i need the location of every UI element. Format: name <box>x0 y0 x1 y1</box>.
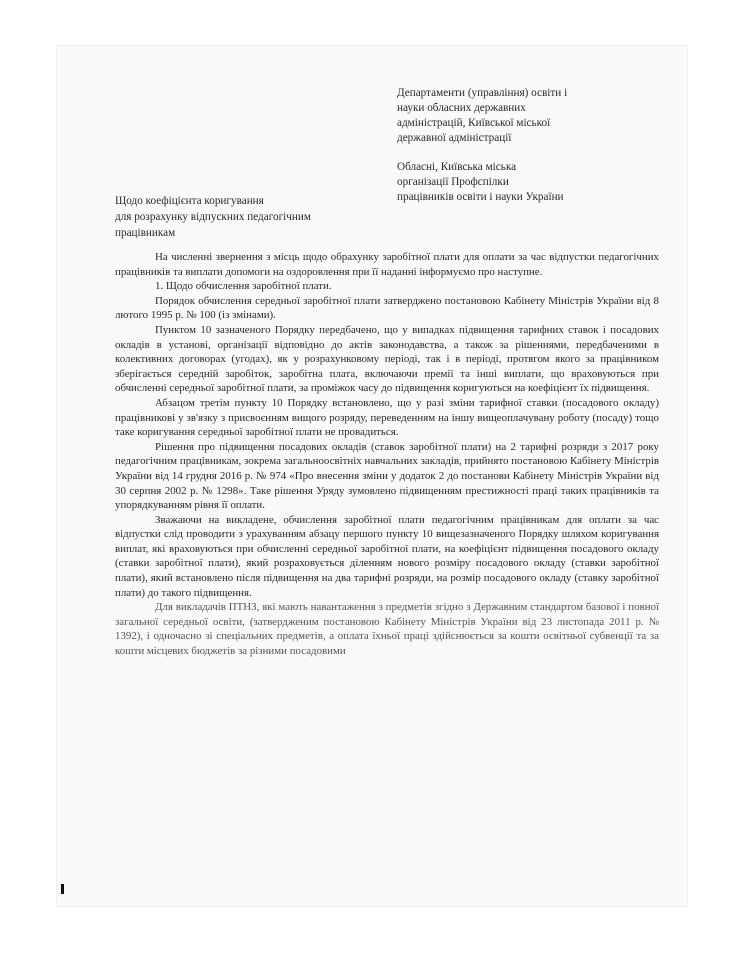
addressee-line: організації Профспілки <box>397 176 509 188</box>
section-heading: 1. Щодо обчислення заробітної плати. <box>155 280 332 293</box>
paragraph: Рішення про підвищення посадових окладів (ставок заробітної плати) на 2 тарифні розряди з 2017 року педагогічним працівникам, зокрема загальноосвітніх навчальних закладів, прийнято постановою Кабінету Міністрів України від 14 грудня 2016 р. № 974 «Про внесення зміни у додаток 2 до постанови Кабінету Міністрів України від 30 серпня 2002 р. № 1298». Таке рішення Уряду зумовлено підвищенням престижності праці таких працівників та упорядкуванням рівня її оплати. <box>115 440 659 512</box>
paragraph: Пунктом 10 зазначеного Порядку передбачено, що у випадках підвищення тарифних ставок і посадових окладів в установі, організації відповідно до актів законодавства, а також за рішеннями, передбаченими в колективних договорах (угодах), як у розрахунковому періоді, так і в періоді, протягом якого за працівником зберігається середній заробіток, заробітна плата, включаючи премії та інші виплати, що враховуються при обчисленні середньої заробітної плати, за проміжок часу до підвищення коригуються на коефіцієнт їх підвищення. <box>115 323 659 395</box>
subject-line: Щодо коефіцієнта коригування <box>115 195 264 207</box>
paragraph-intro: На численні звернення з місць щодо обрахунку заробітної плати для оплати за час відпустки педагогічних працівників та виплати допомоги на оздоровлення при її наданні інформуємо про наступне. <box>115 251 659 278</box>
spacer <box>397 146 667 160</box>
paragraph: Абзацом третім пункту 10 Порядку встановлено, що у разі зміни тарифної ставки (посадового окладу) працівникові у зв'язку з присвоєнням вищого розряду, переведенням на іншу вищеоплачувану роботу (посаду) тощо таке коригування середньої заробітної плати не провадиться. <box>115 396 659 439</box>
paragraph: Порядок обчислення середньої заробітної плати затверджено постановою Кабінету Міністрів України від 8 лютого 1995 р. № 100 (із змінами). <box>115 294 659 322</box>
addressee-line: працівників освіти і науки України <box>397 191 564 203</box>
scanned-page <box>57 46 687 906</box>
subject-line: для розрахунку відпускних педагогічним <box>115 211 311 223</box>
subject-line: працівникам <box>115 227 176 239</box>
scan-artifact <box>61 884 64 894</box>
addressee-line: Обласні, Київська міська <box>397 161 517 173</box>
addressee-line: Департаменти (управління) освіти і <box>397 87 568 99</box>
addressee-line: державної адміністрації <box>397 132 512 144</box>
paragraph: Для викладачів ПТНЗ, які мають навантаження з предметів згідно з Державним стандартом базової і повної загальної середньої освіти, (затвердженим постановою Кабінету Міністрів України від 23 листопада 2011 р. № 1392), і одночасно зі спеціальних предметів, а оплата їхньої праці здійснюється за кошти освітньої субвенції та за кошти місцевих бюджетів за різними посадовими <box>115 601 659 658</box>
paragraph: Зважаючи на викладене, обчислення заробітної плати педагогічним працівникам для оплати за час відпустки слід проводити з урахуванням абзацу першого пункту 10 вищезазначеного Порядку шляхом коригування виплат, які враховуються при обчисленні середньої заробітної плати, на коефіцієнт підвищення посадового окладу (ставки заробітної плати), який розраховується діленням нового розміру посадового окладу (ставки заробітної плати), який встановлено після підвищення на два тарифні розряди, на розмір посадового окладу (ставку заробітної плати) до такого підвищення. <box>115 513 659 599</box>
addressee-line: адміністрацій, Київської міської <box>397 117 551 129</box>
subject-block <box>115 193 375 241</box>
addressee-line: науки обласних державних <box>397 102 526 114</box>
addressee-block <box>397 86 667 205</box>
letter-body <box>115 250 659 659</box>
